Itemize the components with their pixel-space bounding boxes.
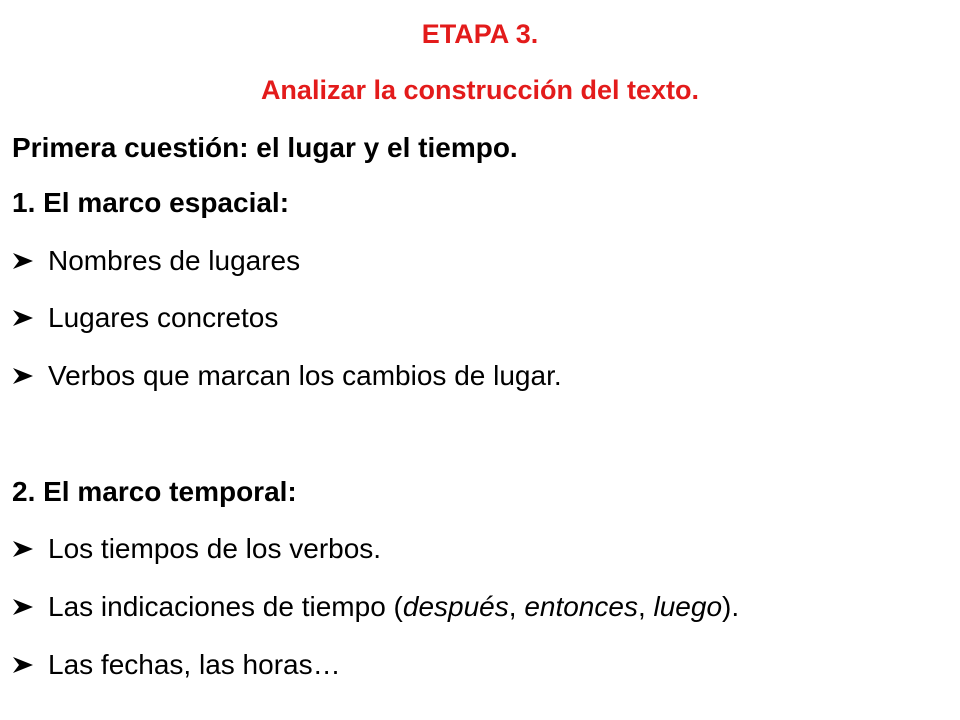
slide-title-main: Analizar la construcción del texto. — [260, 75, 700, 105]
section-heading-spatial: 1. El marco espacial: — [12, 187, 290, 218]
section-heading-temporal: 2. El marco temporal: — [12, 476, 297, 507]
arrow-check-icon — [12, 655, 34, 675]
slide-title-stage: ETAPA 3. — [421, 19, 539, 49]
emphasized-word: después — [402, 591, 509, 622]
text-segment: ). — [722, 591, 740, 622]
text-segment: , — [508, 591, 525, 622]
arrow-check-icon — [12, 366, 34, 386]
list-item-text: Verbos que marcan los cambios de lugar. — [48, 360, 562, 391]
emphasized-word: luego — [653, 591, 723, 622]
emphasized-word: entonces — [524, 591, 638, 622]
arrow-check-icon — [12, 597, 34, 617]
list-item-text: Lugares concretos — [48, 302, 279, 333]
slide-subtitle: Primera cuestión: el lugar y el tiempo. — [12, 132, 518, 163]
list-item-text: Los tiempos de los verbos. — [48, 533, 382, 564]
arrow-check-icon — [12, 539, 34, 559]
list-item-text — [48, 587, 739, 627]
text-segment: , — [637, 591, 654, 622]
arrow-check-icon — [12, 251, 34, 271]
text-segment: Las indicaciones de tiempo ( — [48, 591, 403, 622]
arrow-check-icon — [12, 308, 34, 328]
list-item-text: Las fechas, las horas… — [48, 649, 341, 680]
list-item-text: Nombres de lugares — [48, 245, 301, 276]
